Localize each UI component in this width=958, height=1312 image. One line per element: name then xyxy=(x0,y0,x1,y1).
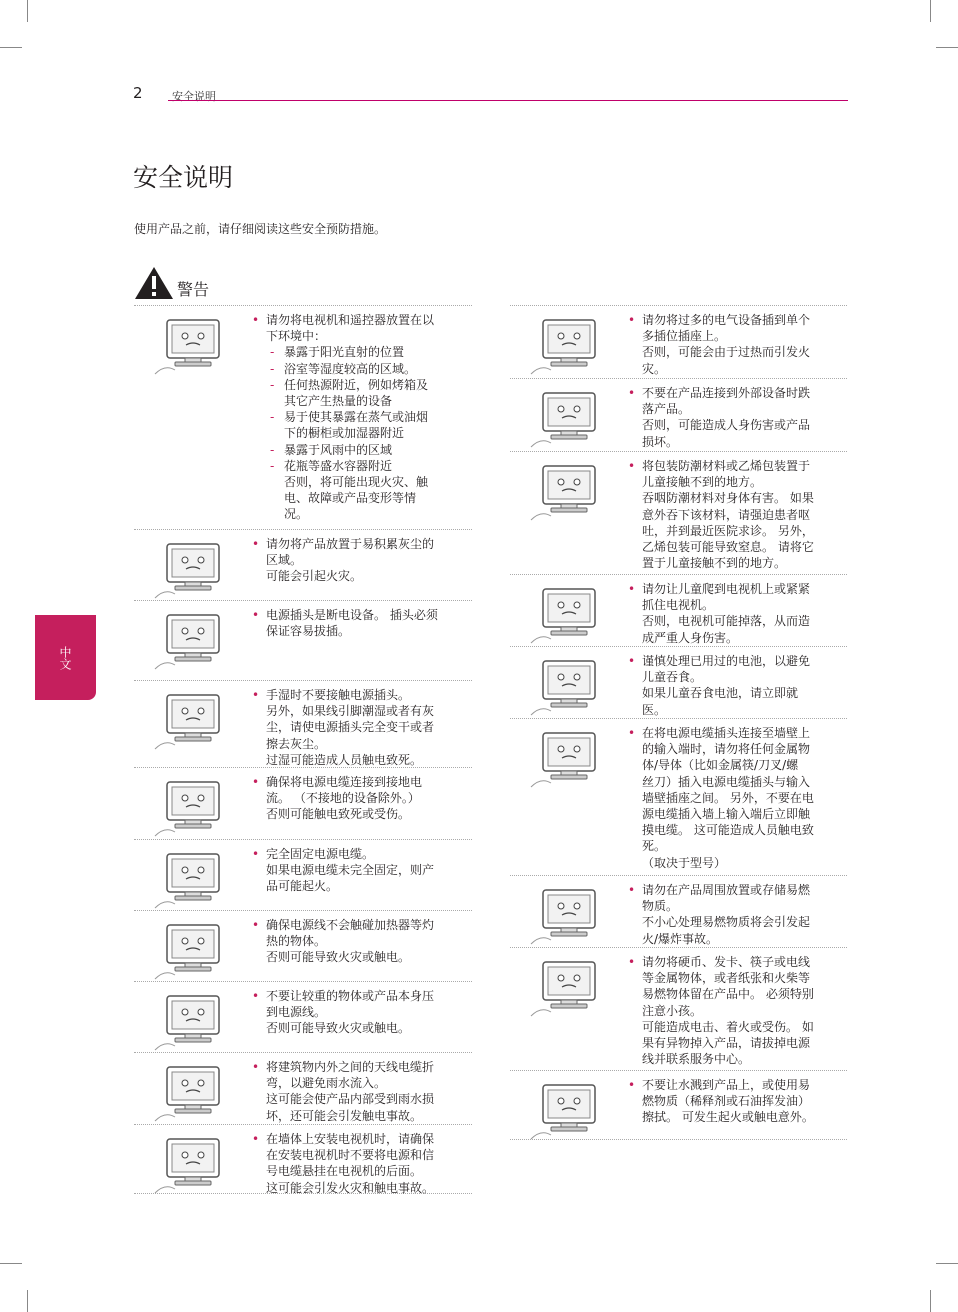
text-line: 否则可能触电致死或受伤。 xyxy=(266,807,411,822)
safety-text xyxy=(628,385,847,451)
safety-text xyxy=(252,846,472,910)
safety-text xyxy=(252,687,472,767)
text-line: 下环境中： xyxy=(266,329,327,344)
text-line: 擦去灰尘。 xyxy=(266,736,327,751)
safety-item xyxy=(510,646,847,718)
bullet-line: • 请勿将硬币、发卡、筷子或电线 xyxy=(628,954,847,970)
illustration xyxy=(134,917,252,981)
text-line: 区域。 xyxy=(266,553,303,568)
text-line: 如果电源电缆未完全固定，则产 xyxy=(266,863,435,878)
bullet-line: • 确保电源线不会触碰加热器等灼 xyxy=(252,917,472,933)
illustration xyxy=(510,581,628,646)
bullet-line: • 手湿时不要接触电源插头。 xyxy=(252,687,472,703)
safety-item xyxy=(134,839,472,910)
text-line: 医。 xyxy=(642,702,667,717)
text-line: 抓住电视机。 xyxy=(642,598,715,613)
safety-item xyxy=(510,574,847,646)
illustration xyxy=(510,882,628,947)
safety-item xyxy=(134,910,472,981)
safety-text xyxy=(252,917,472,981)
tv-illustration xyxy=(145,609,241,673)
tv-illustration xyxy=(145,919,241,983)
tv-illustration xyxy=(521,460,617,524)
tv-illustration xyxy=(145,1133,241,1197)
text-line: 成严重人身伤害。 xyxy=(642,630,739,645)
safety-item xyxy=(134,767,472,839)
page-title: 安全说明 xyxy=(133,163,234,192)
bullet-line: • 不要让较重的物体或产品本身压 xyxy=(252,988,472,1004)
safety-item xyxy=(134,1124,472,1194)
text-line: 过湿可能造成人员触电致死。 xyxy=(266,752,423,767)
tv-illustration xyxy=(521,956,617,1020)
safety-text xyxy=(252,312,472,529)
text-line: 意外吞下该材料，请强迫患者呕 xyxy=(642,507,811,522)
illustration xyxy=(510,312,628,378)
text-line: 否则，可能会由于过热而引发火 xyxy=(642,345,811,360)
bullet-line: • 将建筑物内外之间的天线电缆折 xyxy=(252,1059,472,1075)
safety-item xyxy=(134,680,472,767)
crop-mark xyxy=(936,47,958,48)
text-line: 体/导体（比如金属筷/刀叉/螺 xyxy=(642,758,799,773)
safety-item xyxy=(510,1070,847,1140)
text-line: 儿童吞食。 xyxy=(642,670,703,685)
illustration xyxy=(510,653,628,718)
illustration xyxy=(510,458,628,574)
text-line: 下的橱柜或加湿器附近 xyxy=(284,426,405,441)
text-line: 坏，还可能会引发触电事故。 xyxy=(266,1108,423,1123)
bullet-line: • 完全固定电源电缆。 xyxy=(252,846,472,862)
text-line: 否则，电视机可能掉落，从而造 xyxy=(642,614,811,629)
text-line: 不小心处理易燃物质将会引发起 xyxy=(642,915,811,930)
illustration xyxy=(134,1059,252,1124)
text-line: 果有异物掉入产品，请拔掉电源 xyxy=(642,1036,811,1051)
safety-item xyxy=(134,600,472,680)
crop-mark xyxy=(930,1290,931,1312)
left-column xyxy=(134,305,472,1194)
bullet-line: • 在墙体上安装电视机时，请确保 xyxy=(252,1131,472,1147)
bullet-line: • 将包装防潮材料或乙烯包装置于 xyxy=(628,458,847,474)
safety-text xyxy=(628,581,847,646)
safety-item xyxy=(510,378,847,451)
safety-item xyxy=(134,305,472,529)
text-line: 可能会引起火灾。 xyxy=(266,569,363,584)
bullet-line: • 确保将电源电缆连接到接地电 xyxy=(252,774,472,790)
text-line: 保证容易拔插。 xyxy=(266,624,351,639)
tv-illustration xyxy=(145,689,241,753)
text-line: 落产品。 xyxy=(642,402,691,417)
text-line: 死。 xyxy=(642,839,667,854)
crop-mark xyxy=(930,0,931,22)
safety-text xyxy=(252,536,472,600)
illustration xyxy=(134,1131,252,1193)
tv-illustration xyxy=(521,884,617,948)
warning-heading xyxy=(134,266,209,300)
safety-item xyxy=(134,1052,472,1124)
tv-illustration xyxy=(145,1061,241,1125)
bullet-line: • 不要在产品连接到外部设备时跌 xyxy=(628,385,847,401)
text-line: （取决于型号） xyxy=(642,855,727,870)
text-line: 况。 xyxy=(284,507,309,522)
text-line: 灾。 xyxy=(642,361,667,376)
safety-text xyxy=(628,653,847,718)
text-line: 儿童接触不到的地方。 xyxy=(642,475,763,490)
text-line: 乙烯包装可能导致窒息。 请将它 xyxy=(642,540,814,555)
text-line: 另外，如果线引脚潮湿或者有灰 xyxy=(266,704,435,719)
tv-illustration xyxy=(145,314,241,378)
crop-mark xyxy=(27,0,28,22)
text-line: 热的物体。 xyxy=(266,934,327,949)
safety-text xyxy=(628,458,847,574)
illustration xyxy=(510,725,628,875)
text-line: 这可能会使产品内部受到雨水损 xyxy=(266,1092,435,1107)
intro-text: 使用产品之前，请仔细阅读这些安全预防措施。 xyxy=(134,222,387,236)
sub-bullet-line: - 浴室等湿度较高的区域。 xyxy=(252,361,472,377)
safety-text xyxy=(252,1131,472,1193)
tv-illustration xyxy=(145,990,241,1054)
text-line: 可能造成电击、着火或受伤。 如 xyxy=(642,1019,814,1034)
illustration xyxy=(134,774,252,839)
text-line: 擦拭。 可发生起火或触电意外。 xyxy=(642,1110,814,1125)
tv-illustration xyxy=(145,776,241,840)
text-line: 号电缆悬挂在电视机的后面。 xyxy=(266,1164,423,1179)
bullet-line: • 谨慎处理已用过的电池，以避免 xyxy=(628,653,847,669)
illustration xyxy=(134,536,252,600)
text-line: 易燃物体留在产品中。 必须特别 xyxy=(642,987,814,1002)
sub-bullet-line: - 花瓶等盛水容器附近 xyxy=(252,458,472,474)
safety-item xyxy=(134,981,472,1052)
safety-text xyxy=(252,988,472,1052)
running-header: 安全说明 xyxy=(172,90,216,103)
text-line: 到电源线。 xyxy=(266,1005,327,1020)
text-line: 损坏。 xyxy=(642,434,679,449)
text-line: 其它产生热量的设备 xyxy=(284,394,393,409)
text-line: 吞咽防潮材料对身体有害。 如果 xyxy=(642,491,814,506)
text-line: 否则，可能造成人身伤害或产品 xyxy=(642,418,811,433)
tv-illustration xyxy=(521,314,617,378)
text-line: 注意小孩。 xyxy=(642,1003,703,1018)
safety-item xyxy=(510,451,847,574)
safety-item xyxy=(510,947,847,1070)
text-line: 等金属物体，或者纸张和火柴等 xyxy=(642,971,811,986)
text-line: 的输入端时，请勿将任何金属物 xyxy=(642,742,811,757)
crop-mark xyxy=(936,1263,958,1264)
text-line: 物质。 xyxy=(642,899,679,914)
safety-item xyxy=(510,718,847,875)
illustration xyxy=(134,312,252,529)
tv-illustration xyxy=(521,387,617,451)
text-line: 丝刀）插入电源电缆插头与输入 xyxy=(642,774,811,789)
right-column xyxy=(510,305,847,1140)
illustration xyxy=(134,988,252,1052)
bullet-line: • 在将电源电缆插头连接至墙壁上 xyxy=(628,725,847,741)
text-line: 线并联系服务中心。 xyxy=(642,1052,751,1067)
page-number: 2 xyxy=(133,84,143,102)
tv-illustration xyxy=(521,727,617,791)
illustration xyxy=(134,687,252,767)
illustration xyxy=(134,846,252,910)
crop-mark xyxy=(0,47,22,48)
bullet-line: • 请勿将电视机和遥控器放置在以 xyxy=(252,312,472,328)
text-line: 电、故障或产品变形等情 xyxy=(284,491,417,506)
safety-text xyxy=(628,312,847,378)
safety-text xyxy=(252,607,472,680)
bullet-line: • 请勿在产品周围放置或存储易燃 xyxy=(628,882,847,898)
safety-text xyxy=(628,882,847,947)
sub-bullet-line: - 暴露于风雨中的区域 xyxy=(252,442,472,458)
text-line: 吐，并到最近医院求诊。 另外， xyxy=(642,523,814,538)
safety-text xyxy=(628,725,847,875)
text-line: 尘，请使电源插头完全变干或者 xyxy=(266,720,435,735)
crop-mark xyxy=(27,1290,28,1312)
warning-icon xyxy=(134,266,174,300)
text-line: 否则可能导致火灾或触电。 xyxy=(266,1021,411,1036)
safety-text xyxy=(252,774,472,839)
text-line: 弯，以避免雨水流入。 xyxy=(266,1076,387,1091)
text-line: 墙壁插座之间。 另外，不要在电 xyxy=(642,790,814,805)
text-line: 如果儿童吞食电池，请立即就 xyxy=(642,686,799,701)
safety-text xyxy=(628,954,847,1070)
sub-bullet-line: - 易于使其暴露在蒸气或油烟 xyxy=(252,409,472,425)
safety-item xyxy=(510,305,847,378)
illustration xyxy=(134,607,252,680)
text-line: 多插位插座上。 xyxy=(642,329,727,344)
text-line: 否则可能导致火灾或触电。 xyxy=(266,950,411,965)
tv-illustration xyxy=(145,538,241,602)
bullet-line: • 请勿让儿童爬到电视机上或紧紧 xyxy=(628,581,847,597)
text-line: 否则，将可能出现火灾、触 xyxy=(284,475,429,490)
bullet-line: • 请勿将过多的电气设备插到单个 xyxy=(628,312,847,328)
safety-item xyxy=(510,875,847,947)
warning-label: 警告 xyxy=(177,280,210,299)
illustration xyxy=(510,385,628,451)
tv-illustration xyxy=(521,583,617,647)
bullet-line: • 请勿将产品放置于易积累灰尘的 xyxy=(252,536,472,552)
text-line: 品可能起火。 xyxy=(266,879,339,894)
text-line: 火/爆炸事故。 xyxy=(642,931,719,946)
text-line: 源电缆插入墙上输入端后立即触 xyxy=(642,807,811,822)
text-line: 流。 （不接地的设备除外。） xyxy=(266,791,420,806)
safety-item xyxy=(134,529,472,600)
sub-bullet-line: - 暴露于阳光直射的位置 xyxy=(252,344,472,360)
language-tab: 中文 xyxy=(35,615,96,700)
illustration xyxy=(510,1077,628,1139)
text-line: 在安装电视机时不要将电源和信 xyxy=(266,1148,435,1163)
text-line: 燃物质（稀释剂或石油挥发油） xyxy=(642,1094,811,1109)
safety-text xyxy=(628,1077,847,1139)
header-rule xyxy=(168,100,848,101)
text-line: 置于儿童接触不到的地方。 xyxy=(642,556,787,571)
tv-illustration xyxy=(521,655,617,719)
text-line: 这可能会引发火灾和触电事故。 xyxy=(266,1180,435,1195)
tv-illustration xyxy=(145,848,241,912)
bullet-line: • 电源插头是断电设备。 插头必须 xyxy=(252,607,472,623)
sub-bullet-line: - 任何热源附近，例如烤箱及 xyxy=(252,377,472,393)
illustration xyxy=(510,954,628,1070)
safety-text xyxy=(252,1059,472,1124)
text-line: 摸电缆。 这可能造成人员触电致 xyxy=(642,823,814,838)
tv-illustration xyxy=(521,1079,617,1143)
bullet-line: • 不要让水溅到产品上，或使用易 xyxy=(628,1077,847,1093)
crop-mark xyxy=(0,1263,22,1264)
